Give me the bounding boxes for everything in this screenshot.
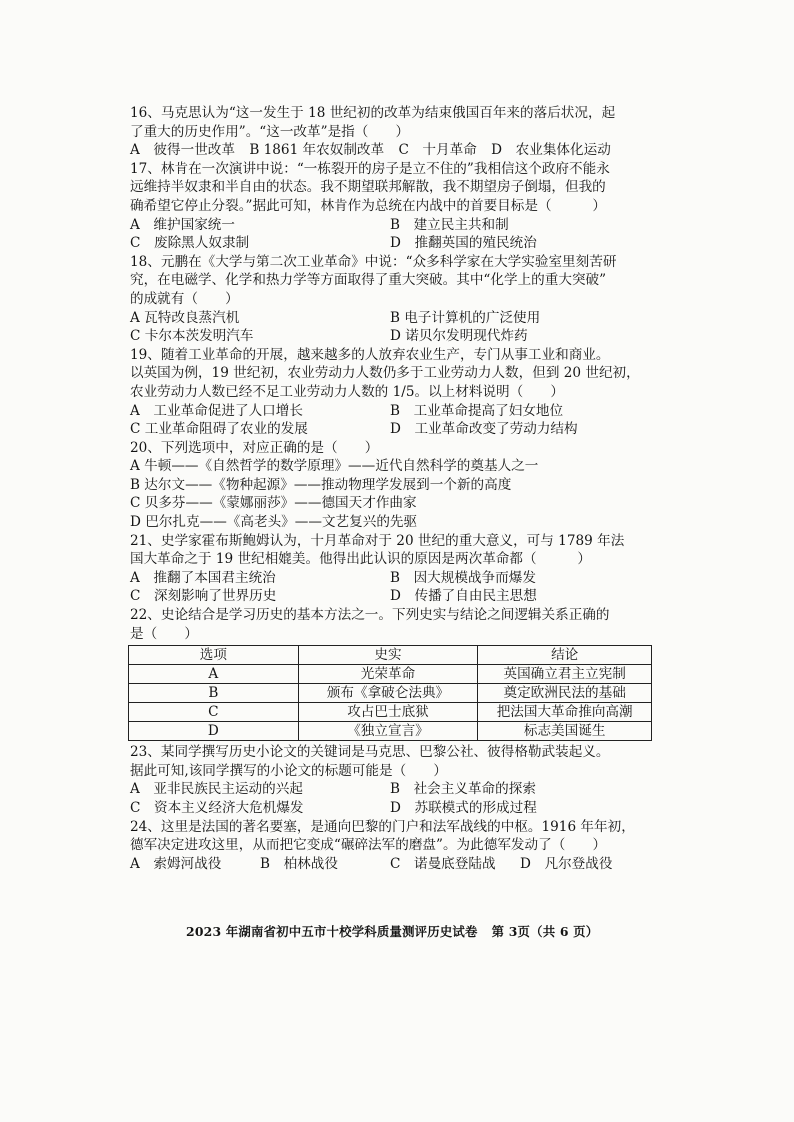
question-stem-line: 据此可知,该同学撰写的小论文的标题可能是（ ） [130, 762, 447, 779]
question-stem-line: 以英国为例，19 世纪初，农业劳动力人数仍多于工业劳动力人数，但到 20 世纪初， [130, 365, 640, 382]
option-b: B 社会主义革命的探索 [390, 781, 536, 798]
option-b: B 1861 年农奴制改革 [249, 142, 385, 159]
question-stem-line: 究，在电磁学、化学和热力学等方面取得了重大突破。其中“化学上的重大突破” [130, 272, 607, 289]
option-d: D 苏联模式的形成过程 [390, 800, 537, 816]
page-number: 第 3页（共 6 页） [491, 924, 599, 939]
option-a: A 亚非民族民主运动的兴起 [130, 781, 303, 798]
question-19 [130, 346, 650, 439]
question-24 [130, 818, 650, 874]
option-a: A 工业革命促进了人口增长 [130, 402, 303, 419]
option-b: B 工业革命提高了妇女地位 [390, 402, 564, 419]
question-stem-line: 24、这里是法国的著名要塞，是通向巴黎的门户和法军战线的中枢。1916 年年初， [130, 818, 635, 835]
table-cell: 标志美国诞生 [478, 722, 652, 741]
table-header: 选项 [129, 646, 299, 665]
table-cell: 把法国大革命推向高潮 [478, 703, 652, 722]
question-stem-line: 16、马克思认为“这一发生于 18 世纪初的改革为结束俄国百年来的落后状况，起 [130, 105, 616, 121]
question-20 [130, 439, 650, 532]
question-16 [130, 104, 650, 160]
table-cell: 光荣革命 [298, 665, 478, 684]
table-cell: D [129, 722, 299, 741]
option-d: D 巴尔扎克——《高老头》——文艺复兴的先驱 [130, 514, 418, 531]
table-cell: B [129, 684, 299, 703]
options-row [130, 234, 650, 253]
table-cell: 《独立宣言》 [298, 722, 478, 741]
option-d: D 推翻英国的殖民统治 [390, 235, 537, 252]
option-d: D 传播了自由民主思想 [390, 588, 537, 605]
option-b: B 达尔文——《物种起源》——推动物理学发展到一个新的高度 [130, 476, 512, 493]
table-row [129, 722, 652, 741]
options-row [130, 569, 650, 588]
option-b: B 电子计算机的广泛使用 [390, 309, 541, 326]
table-row [129, 703, 652, 722]
options-row [130, 587, 650, 606]
table-row [129, 684, 652, 703]
question-18 [130, 253, 650, 346]
option-b: B 柏林战役 [260, 855, 338, 872]
option-a: A 彼得一世改革 [130, 142, 235, 159]
options-row [130, 799, 650, 818]
options-row [130, 327, 650, 346]
option-d: D 诺贝尔发明现代炸药 [390, 328, 528, 345]
table-cell: A [129, 665, 299, 684]
question-stem-line: 21、史学家霍布斯鲍姆认为，十月革命对于 20 世纪的重大意义，可与 1789 年法 [130, 532, 625, 549]
options-row [130, 780, 650, 799]
table-cell: 攻占巴士底狱 [298, 703, 478, 722]
table-header: 史实 [298, 646, 478, 665]
option-d: D 凡尔登战役 [520, 855, 613, 872]
option-c: C 十月革命 [398, 142, 477, 159]
question-stem-line: 远维持半奴隶和半自由的状态。我不期望联邦解散，我不期望房子倒塌，但我的 [130, 179, 606, 196]
question-sheet [130, 104, 650, 873]
question-stem-line: 17、林肯在一次演讲中说：“一栋裂开的房子是立不住的”我相信这个政府不能永 [130, 160, 610, 177]
option-c: C 卡尔本茨发明汽车 [130, 328, 254, 345]
option-c: C 废除黑人奴隶制 [130, 235, 250, 252]
table-header-row [129, 646, 652, 665]
option-c: C 工业革命阻碍了农业的发展 [130, 421, 308, 438]
options-row [130, 402, 650, 421]
option-d: D 工业革命改变了劳动力结构 [390, 421, 578, 438]
option-a: A 索姆河战役 [130, 855, 222, 872]
question-stem-line: 20、下列选项中，对应正确的是（ ） [130, 439, 379, 456]
question-stem-line: 国大革命之于 19 世纪相媲美。他得出此认识的原因是两次革命都（ ） [130, 551, 591, 568]
question-stem-line: 是（ ） [130, 625, 198, 642]
table-cell: 英国确立君主立宪制 [478, 665, 652, 684]
question-22 [130, 606, 650, 741]
table-cell: 颁布《拿破仑法典》 [298, 684, 478, 703]
answer-table [128, 645, 652, 741]
options-row [130, 420, 650, 439]
option-c: C 诺曼底登陆战 [390, 855, 496, 872]
option-c: C 资本主义经济大危机爆发 [130, 800, 304, 816]
options-row [130, 855, 650, 874]
question-stem-line: 确希望它停止分裂。”据此可知，林肯作为总统在内战中的首要目标是（ ） [130, 197, 606, 214]
options-row [130, 216, 650, 235]
option-a: A 推翻了本国君主统治 [130, 569, 276, 586]
question-stem-line: 农业劳动力人数已经不足工业劳动力人数的 1/5。以上材料说明（ ） [130, 383, 565, 400]
table-row [129, 665, 652, 684]
question-stem-line: 的成就有（ ） [130, 290, 239, 307]
question-17 [130, 160, 650, 253]
option-b: B 因大规模战争而爆发 [390, 569, 536, 586]
option-c: C 贝多芬——《蒙娜丽莎》——德国天才作曲家 [130, 495, 417, 512]
option-a: A 维护国家统一 [130, 216, 235, 233]
option-c: C 深刻影响了世界历史 [130, 588, 277, 605]
question-stem-line: 18、元鹏在《大学与第二次工业革命》中说：“众多科学家在大学实验室里刻苦研 [130, 253, 617, 270]
option-d: D 农业集体化运动 [491, 142, 611, 159]
options-row [130, 309, 650, 328]
question-23 [130, 743, 650, 817]
table-header: 结论 [478, 646, 652, 665]
table-cell: C [129, 703, 299, 722]
question-stem-line: 19、随着工业革命的开展，越来越多的人放弃农业生产，专门从事工业和商业。 [130, 346, 610, 363]
table-cell: 奠定欧洲民法的基础 [478, 684, 652, 703]
option-a: A 牛顿——《自然哲学的数学原理》——近代自然科学的奠基人之一 [130, 458, 539, 475]
option-a: A 瓦特改良蒸汽机 [130, 309, 240, 326]
options-line [130, 141, 650, 160]
page-footer [186, 922, 626, 940]
question-stem-line: 德军决定进攻这里，从而把它变成“碾碎法军的磨盘”。为此德军发动了（ ） [130, 837, 607, 854]
question-stem-line: 22、史论结合是学习历史的基本方法之一。下列史实与结论之间逻辑关系正确的 [130, 607, 610, 624]
question-stem-line: 23、某同学撰写历史小论文的关键词是马克思、巴黎公社、彼得格勒武装起义。 [130, 744, 610, 761]
question-21 [130, 532, 650, 606]
option-b: B 建立民主共和制 [390, 216, 509, 233]
question-stem-line: 了重大的历史作用”。“这一改革”是指（ ） [130, 123, 410, 140]
exam-title: 2023 年湖南省初中五市十校学科质量测评历史试卷 [186, 924, 478, 939]
